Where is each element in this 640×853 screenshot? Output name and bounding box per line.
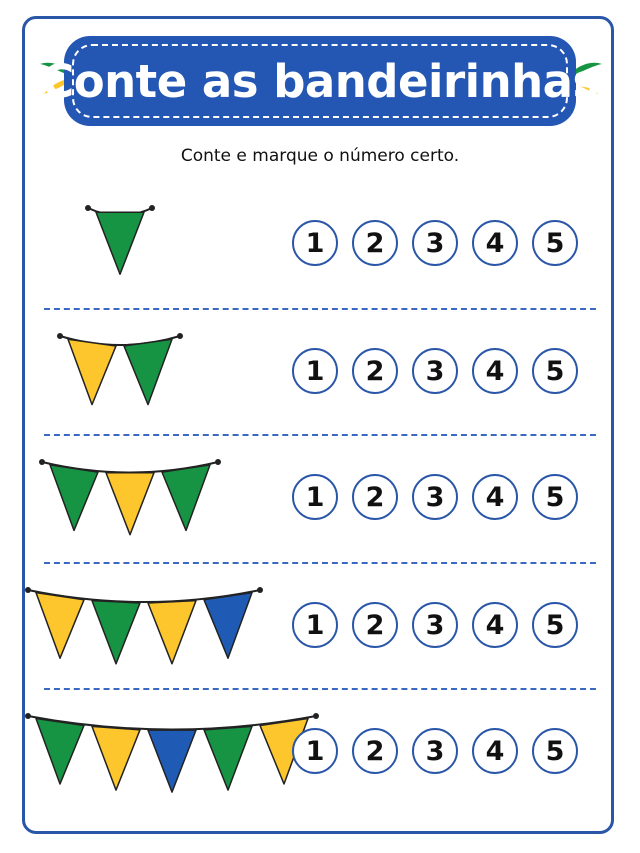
choice-circle-5[interactable]: 5 [532,474,578,520]
flag-yellow [106,473,154,535]
flag-yellow [92,726,140,790]
string-knot-left [25,587,31,593]
row-divider [44,308,596,310]
exercise-row-5 [30,700,610,820]
choice-circle-1[interactable]: 1 [292,474,338,520]
choice-circle-4[interactable]: 4 [472,220,518,266]
title-banner [41,36,599,126]
bunting-5 [18,700,326,800]
flag-green [204,726,252,790]
choice-circle-5[interactable]: 5 [532,602,578,648]
choice-circle-3[interactable]: 3 [412,728,458,774]
choice-circle-1[interactable]: 1 [292,220,338,266]
choice-circle-4[interactable]: 4 [472,602,518,648]
row-divider [44,688,596,690]
string-knot-right [257,587,263,593]
choice-circle-4[interactable]: 4 [472,474,518,520]
choice-circle-5[interactable]: 5 [532,348,578,394]
flag-green [50,465,98,531]
choice-circle-3[interactable]: 3 [412,602,458,648]
choice-circle-2[interactable]: 2 [352,602,398,648]
choice-circle-4[interactable]: 4 [472,728,518,774]
flag-blue [148,730,196,792]
choice-circle-2[interactable]: 2 [352,348,398,394]
row-divider [44,434,596,436]
page-title: Conte as bandeirinhas [41,54,599,108]
choice-circle-1[interactable]: 1 [292,348,338,394]
flag-green [124,339,172,404]
exercise-row-3 [30,446,610,566]
string-knot-right [149,205,155,211]
row-divider [44,562,596,564]
choice-circle-3[interactable]: 3 [412,220,458,266]
bunting-3 [32,446,228,546]
choice-circle-4[interactable]: 4 [472,348,518,394]
flag-blue [204,593,252,659]
flag-green [92,601,140,664]
choice-circle-3[interactable]: 3 [412,474,458,520]
string-knot-left [39,459,45,465]
instruction-text: Conte e marque o número certo. [180,146,460,166]
choice-circle-5[interactable]: 5 [532,728,578,774]
string-knot-right [215,459,221,465]
string-knot-right [177,333,183,339]
number-choices [292,602,578,648]
bunting-4 [18,574,270,674]
flag-yellow [148,601,196,664]
choice-circle-1[interactable]: 1 [292,602,338,648]
number-choices [292,220,578,266]
flag-green [36,718,84,784]
title-banner-inner [41,44,599,118]
number-choices [292,348,578,394]
choice-circle-2[interactable]: 2 [352,474,398,520]
exercise-row-4 [30,574,610,694]
exercise-row-2 [30,320,610,440]
string-knot-left [57,333,63,339]
string-knot-left [85,205,91,211]
choice-circle-3[interactable]: 3 [412,348,458,394]
choice-circle-5[interactable]: 5 [532,220,578,266]
bunting-2 [50,320,190,420]
bunting-1 [78,192,162,292]
flag-green [96,212,144,274]
number-choices [292,728,578,774]
choice-circle-2[interactable]: 2 [352,728,398,774]
exercise-row-1 [30,192,610,312]
flag-yellow [68,339,116,404]
number-choices [292,474,578,520]
string-knot-right [313,713,319,719]
string-knot-left [25,713,31,719]
choice-circle-2[interactable]: 2 [352,220,398,266]
choice-circle-1[interactable]: 1 [292,728,338,774]
flag-green [162,465,210,531]
flag-yellow [36,593,84,659]
